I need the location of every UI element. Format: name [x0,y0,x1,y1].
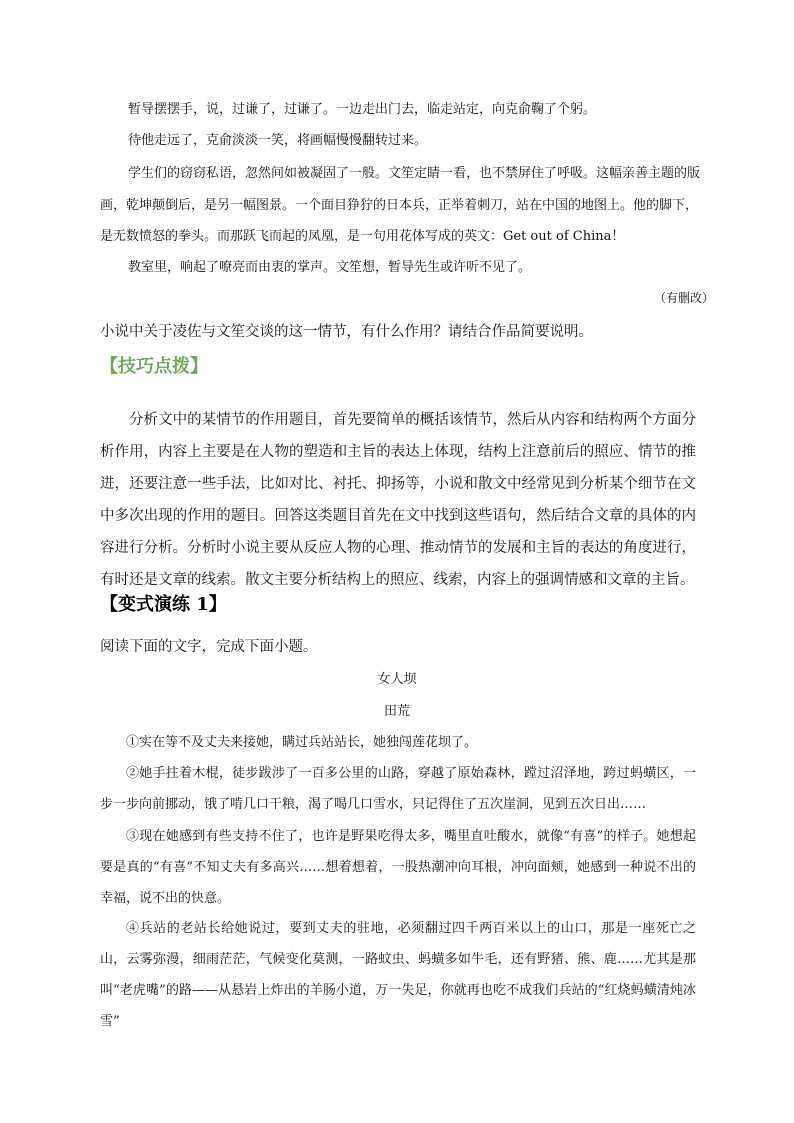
exercise-instruction: 阅读下面的文字，完成下面小题。 [100,639,318,655]
passage-line: 待他走远了，克俞淡淡一笑，将画幅慢慢翻转过来。 [128,133,428,148]
story-title: 女人坝 [377,672,417,687]
tips-body: 分析文中的某情节的作用题目，首先要简单的概括该情节，然后从内容和结构两个方面分析作用，内容上主要是在人物的塑造和主旨的表达上体现，结构上注意前后的照应、情节的推进，还要注意一些手法，比如对比、衬托、抑扬等，小说和散文中经常见到分析某个细节在文中多次出现的作用的题目。回答这类题目首先在文中找到这些语句，然后结合文章的具体的内容进行分析。分析时小说主要从反应人物的心理、推动情节的发展和主旨的表达的角度进行，有时还是文章的线索。散文主要分析结构上的照应、线索，内容上的强调情感和文章的主旨。 [100,412,696,588]
passage-line: 学生们的窃窃私语，忽然间如被凝固了一般。文笙定睛一看，也不禁屏住了呼吸。这幅亲善主题的版 [128,166,701,181]
passage-line: 教室里，响起了嘹亮而由衷的掌声。文笙想，暂导先生或许听不见了。 [128,260,532,275]
tips-heading: 【技巧点拨】 [100,356,208,377]
source-note: （有删改） [653,291,714,305]
exercise-heading: 【变式演练 1】 [100,594,227,615]
passage-line: 是无数愤怒的拳头。而那跃飞而起的凤凰，是一句用花体写成的英文：Get out of China！ [100,229,625,244]
story-paragraph: ①实在等不及丈夫来接她，瞒过兵站站长，她独闯莲花坝了。 [126,735,478,750]
story-paragraph: ④兵站的老站长给她说过，要到丈夫的驻地，必须翻过四千两百米以上的山口，那是一座死亡之山，云雾弥漫，细雨茫茫，气候变化莫测，一路蚊虫、蚂蟥多如牛毛，还有野猪、熊、鹿……尤其是那叫“老虎嘴”的路——从悬岩上炸出的羊肠小道，万一失足，你就再也吃不成我们兵站的“红烧蚂蟥清炖冰雪” [100,921,696,1029]
passage-line: 画，乾坤颠倒后，是另一幅图景。一个面目狰狞的日本兵，正举着刺刀，站在中国的地图上。他的脚下， [100,198,699,213]
passage-line: 暂导摆摆手，说，过谦了，过谦了。一边走出门去，临走站定，向克俞鞠了个躬。 [128,102,597,117]
story-paragraph: ③现在她感到有些支持不住了，也许是野果吃得太多，嘴里直吐酸水，就像“有喜”的样子。她想起要是真的“有喜”不知丈夫有多高兴……想着想着，一股热潮冲向耳根，冲向面颊，她感到一种说不出的幸福，说不出的快意。 [100,829,696,906]
story-paragraph: ②她手拄着木棍，徒步跋涉了一百多公里的山路，穿越了原始森林，蹚过沼泽地，跨过蚂蟥区，一步一步向前挪动，饿了啃几口干粮，渴了喝几口雪水，只记得住了五次崖洞，见到五次日出…… [100,766,696,812]
story-author: 田荒 [383,704,410,719]
question-text: 小说中关于凌佐与文笙交谈的这一情节，有什么作用？请结合作品简要说明。 [100,324,593,340]
